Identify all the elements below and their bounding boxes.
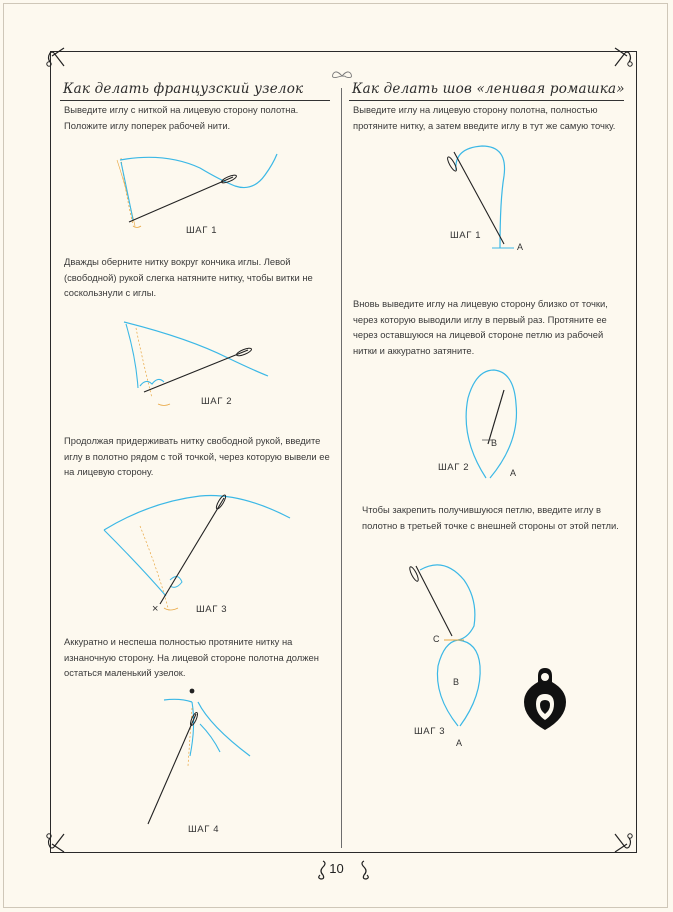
right-title: Как делать шов «ленивая ромашка» (352, 81, 625, 97)
scissors-icon (611, 830, 635, 856)
right-step2-point-b: B (491, 438, 498, 448)
right-paragraph-2: Вновь выведите иглу на лицевую сторону близко от точки, через которую выводили иглу в первый раз. Протяните ее через оставшуюся на лицевой стороне петлю из рабочей нитки и аккуратно затяните. (353, 298, 608, 356)
left-paragraph-4: Аккуратно и неспеша полностью протяните нитку на изнаночную сторону. На лицевой стороне полотна должен остаться маленький узелок. (64, 636, 319, 678)
right-step1-point-a: A (517, 242, 524, 252)
left-step1-label: ШАГ 1 (186, 225, 218, 236)
french-knot-step2-figure (118, 318, 278, 408)
right-paragraph-1: Выведите иглу на лицевую сторону полотна, полностью протяните нитку, а затем введите иглу в тут же самую точку. (353, 104, 616, 131)
left-step2-label: ШАГ 2 (201, 396, 233, 407)
swirl-ornament-icon (330, 69, 354, 83)
lazy-daisy-step1-figure (434, 140, 534, 256)
right-step3-label: ШАГ 3 (414, 726, 446, 737)
left-paragraph-2: Дважды оберните нитку вокруг кончика иглы. Левой (свободной) рукой слегка натяните нитку, чтобы витки не соскользнули с иглы. (64, 256, 313, 298)
left-paragraph-3: Продолжая придерживать нитку свободной рукой, введите иглу в полотно рядом с той точкой, через которую вывели ее на лицевую сторону. (64, 435, 330, 477)
left-step3-x-mark: × (152, 603, 159, 615)
right-step2-point-a: A (510, 468, 517, 478)
left-step3-label: ШАГ 3 (196, 604, 228, 615)
left-paragraph-1: Выведите иглу с ниткой на лицевую сторону полотна. Положите иглу поперек рабочей нити. (64, 104, 299, 131)
right-title-underline (349, 100, 624, 101)
scissors-icon (44, 830, 68, 856)
right-step2-label: ШАГ 2 (438, 462, 470, 473)
french-knot-step4-figure (120, 686, 250, 826)
right-step3-point-c: C (433, 634, 440, 644)
column-divider (341, 88, 342, 848)
scissors-icon (44, 44, 68, 70)
left-title-underline (60, 100, 330, 101)
right-step3-point-b: B (453, 677, 460, 687)
page-number: 10 (329, 861, 344, 876)
right-step3-point-a: A (456, 738, 463, 748)
french-knot-step3-figure (100, 486, 300, 616)
right-paragraph-3: Чтобы закрепить получившуюся петлю, введите иглу в полотно в третьей точке с внешней стороны от этой петли. (362, 504, 619, 531)
scissors-icon (611, 44, 635, 70)
right-step1-label: ШАГ 1 (450, 230, 482, 241)
left-title: Как делать французский узелок (63, 81, 304, 97)
logo-icon (522, 664, 568, 732)
swirl-ornament-icon (358, 859, 372, 881)
lazy-daisy-step3-figure (398, 556, 508, 736)
left-step4-label: ШАГ 4 (188, 824, 220, 835)
french-knot-step1-figure (105, 150, 285, 235)
